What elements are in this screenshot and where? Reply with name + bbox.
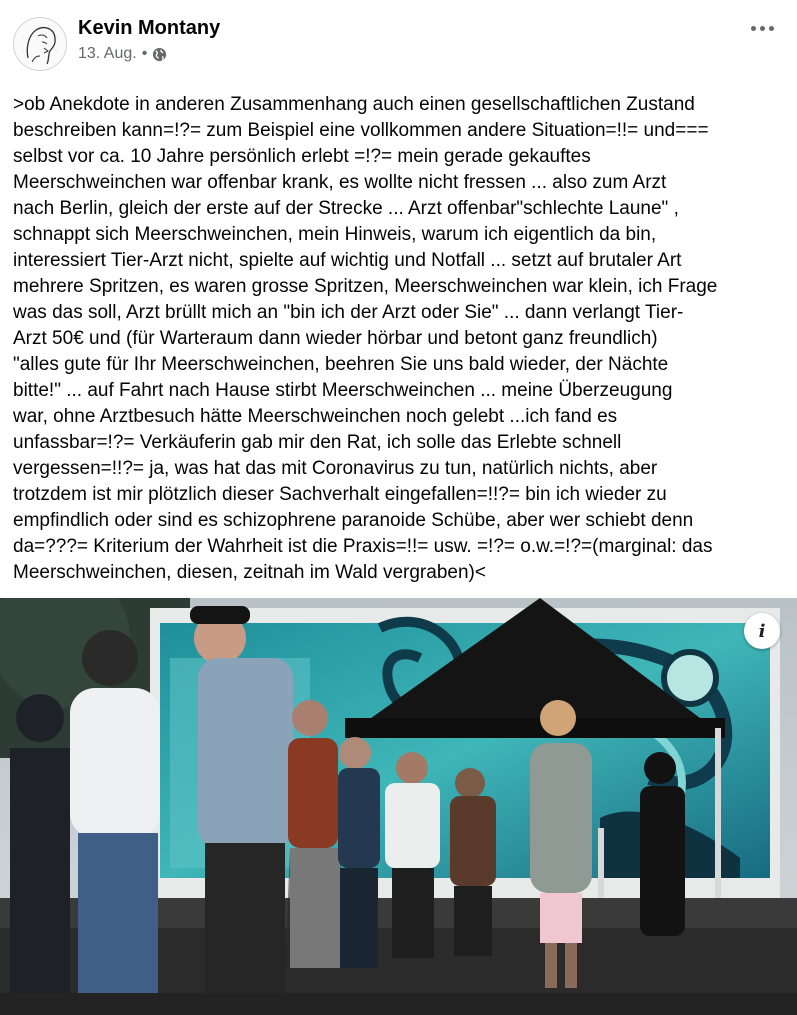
post-text-line: beschreiben kann=!?= zum Beispiel eine vollkommen andere Situation=!!= und=== [13, 120, 709, 141]
photo-illustration [0, 598, 797, 1015]
avatar[interactable] [13, 17, 67, 71]
post-text-line: Arzt 50€ und (für Warteraum dann wieder hörbar und betont ganz freundlich) [13, 328, 658, 349]
author-name[interactable]: Kevin Montany [78, 17, 221, 39]
more-options-icon [751, 26, 756, 31]
post-text-line: Meerschweinchen war offenbar krank, es wollte nicht fressen ... also zum Arzt [13, 172, 667, 193]
meta-separator: • [141, 45, 148, 62]
post-text-line: da=???= Kriterium der Wahrheit ist die Praxis=!!= usw. =!?= o.w.=!?=(marginal: das [13, 536, 713, 557]
post-text [13, 92, 788, 586]
post-text-line: selbst vor ca. 10 Jahre persönlich erlebt =!?= mein gerade gekauftes [13, 146, 591, 167]
post-header [0, 0, 797, 78]
post-text-line: mehrere Spritzen, es waren grosse Spritzen, Meerschweinchen war klein, ich Frage [13, 276, 718, 297]
post-text-line: was das soll, Arzt brüllt mich an "bin ich der Arzt oder Sie" ... dann verlangt Tier- [13, 302, 684, 323]
post-text-line: vergessen=!!?= ja, was hat das mit Coronavirus zu tun, natürlich nichts, aber [13, 458, 658, 479]
post-text-line: empfindlich oder sind es schizophrene paranoide Schübe, aber wer schiebt denn [13, 510, 694, 531]
globe-icon [152, 47, 167, 62]
more-options-button[interactable] [744, 14, 780, 42]
post-text-line: schnappt sich Meerschweinchen, mein Hinweis, warum ich eigentlich da bin, [13, 224, 657, 245]
post-text-line: >ob Anekdote in anderen Zusammenhang auch einen gesellschaftlichen Zustand [13, 94, 695, 115]
post-photo[interactable] [0, 598, 797, 1015]
post-text-line: bitte!" ... auf Fahrt nach Hause stirbt Meerschweinchen ... meine Überzeugung [13, 380, 673, 401]
avatar-sketch-icon [14, 18, 66, 70]
post-text-line: interessiert Tier-Arzt nicht, spielte auf wichtig und Notfall ... setzt auf brutaler Art [13, 250, 682, 271]
post-meta [78, 45, 167, 63]
post-text-line: "alles gute für Ihr Meerschweinchen, beehren Sie uns bald wieder, der Nächte [13, 354, 669, 375]
post-text-line: war, ohne Arztbesuch hätte Meerschweinchen noch gelebt ...ich fand es [13, 406, 618, 427]
post-text-line: unfassbar=!?= Verkäuferin gab mir den Rat, ich solle das Erlebte schnell [13, 432, 622, 453]
post-date[interactable]: 13. Aug. [78, 45, 137, 62]
post-text-line: nach Berlin, gleich der erste auf der Strecke ... Arzt offenbar"schlechte Laune" , [13, 198, 679, 219]
post-text-line: trotzdem ist mir plötzlich dieser Sachverhalt eingefallen=!!?= bin ich wieder zu [13, 484, 667, 505]
info-button[interactable]: i [744, 613, 780, 649]
post-text-line: Meerschweinchen, diesen, zeitnah im Wald vergraben)< [13, 562, 486, 583]
